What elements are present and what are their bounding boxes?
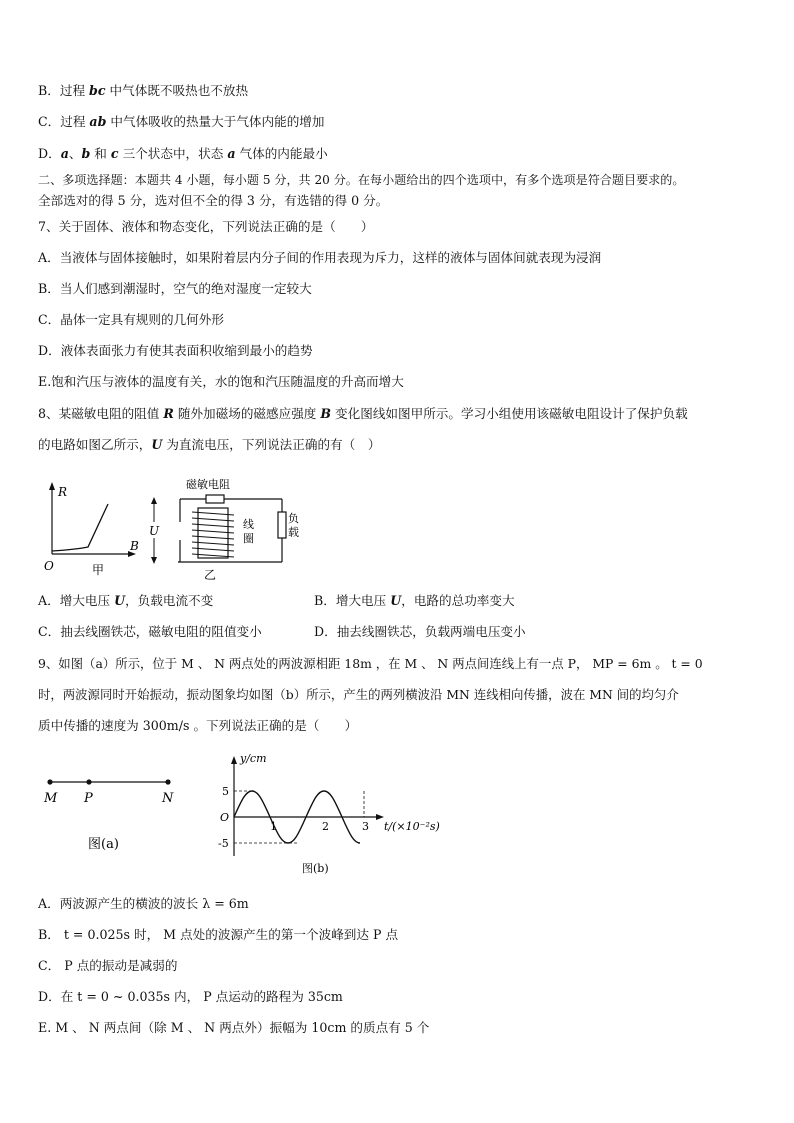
q6-b-var: bc [89,83,106,98]
fig-b-tick-1: 1 [270,820,277,833]
q7-stem: 7、关于固体、液体和物态变化，下列说法正确的是（ ） [38,219,374,234]
q8-stem2b: 为直流电压，下列说法正确的有（ ） [162,437,381,452]
q8-b-var: U [390,593,402,608]
jia-curve [52,504,108,551]
label-m: M [44,791,58,806]
q6-c-var: ab [89,114,107,129]
q9-option-b: B． t = 0.025s 时， M 点处的波源产生的第一个波峰到达 P 点 [38,927,399,942]
q9-option-a: A．两波源产生的横波的波长 λ = 6m [38,896,249,911]
fig-b-ylabel: y/cm [240,752,267,765]
yi-magnetoresistor [206,495,224,503]
fig-b-y-pos: 5 [222,785,229,798]
q6-b-rest: 中气体既不吸热也不放热 [105,83,249,98]
section2-line1: 二、多项选择题：本题共 4 小题，每小题 5 分，共 20 分。在每小题给出的四个选项中，有多个选项是符合题目要求的。 [38,173,685,187]
q6-d-v1: a [60,146,69,161]
fig-b-origin: O [220,811,230,824]
q9-option-e: E. M 、 N 两点间（除 M 、 N 两点外）振幅为 10cm 的质点有 5 个 [38,1020,430,1035]
q8-option-c: C．抽去线圈铁芯，磁敏电阻的阻值变小 [38,624,262,639]
q6-option-b [38,82,248,100]
label-p: P [84,791,93,806]
fig-b-caption: 图(b) [302,862,329,875]
point-n [165,779,170,784]
q8-var-r: R [163,406,174,421]
q6-option-c [38,113,325,131]
fig-a-caption: 图(a) [88,837,119,852]
q6-d-s1: 、 [68,146,82,161]
q9-option-d: D．在 t = 0 ~ 0.035s 内， P 点运动的路程为 35cm [38,989,343,1004]
q8-option-a [38,592,213,610]
q7-option-e: E.饱和汽压与液体的温度有关，水的饱和汽压随温度的升高而增大 [38,374,404,389]
q8-a-rest: ，负载电流不变 [125,593,214,608]
fig-b-xlabel: t/(×10⁻²s) [384,820,440,833]
yi-load-label-1: 负 [288,512,299,525]
q8-stem-line1 [38,405,688,423]
q6-d-v4: a [227,146,236,161]
point-p [86,779,91,784]
q7-option-d: D．液体表面张力有使其表面积收缩到最小的趋势 [38,343,313,358]
q9-stem-line3: 质中传播的速度为 300m/s 。下列说法正确的是（ ） [38,718,358,733]
q8-stem1c: 变化图线如图甲所示。学习小组使用该磁敏电阻设计了保护负载 [331,406,688,421]
q8-stem1b: 随外加磁场的磁感应强度 [173,406,321,421]
q7-option-a: A．当液体与固体接触时，如果附着层内分子间的作用表现为斥力，这样的液体与固体间就表现为浸润 [38,250,602,265]
yi-coil-label-1: 线 [243,518,254,531]
fig-b-y-neg: -5 [218,837,229,850]
jia-caption: 甲 [92,563,105,577]
q8-a-var: U [114,593,126,608]
yi-load [278,512,286,538]
q8-b-text: B．增大电压 [314,593,391,608]
q7-option-b: B．当人们感到潮湿时，空气的绝对湿度一定较大 [38,281,312,296]
q8-var-u: U [151,437,163,452]
q6-d-v3: c [110,146,119,161]
q9-figure-b [212,752,452,877]
q8-stem2a: 的电路如图乙所示， [38,437,152,452]
jia-xlabel: B [130,539,139,553]
fig-b-tick-2: 2 [322,820,329,833]
jia-y-arrow-icon [49,482,55,490]
q6-d-prefix: D． [38,146,61,161]
yi-u-arrow-bottom-icon [151,557,157,564]
yi-load-label-2: 载 [288,526,299,539]
jia-origin: O [44,559,54,573]
q8-figure-jia [38,478,148,580]
q6-b-prefix: B．过程 [38,83,90,98]
q8-figure-yi [146,476,306,584]
label-n: N [162,791,174,806]
q9-stem-line1: 9、如图（a）所示，位于 M 、 N 两点处的两波源相距 18m ，在 M 、 N 两点间连线上有一点 P， MP = 6m 。 t = 0 [38,656,703,671]
jia-ylabel: R [58,485,68,499]
section2-line2: 全部选对的得 5 分，选对但不全的得 3 分，有选错的得 0 分。 [38,193,389,208]
yi-resistor-label: 磁敏电阻 [186,478,230,491]
q9-figure-a [38,770,188,860]
q8-option-d: D．抽去线圈铁芯，负载两端电压变小 [314,624,526,639]
q6-d-v2: b [81,146,91,161]
q6-d-s3: 三个状态中，状态 [118,146,228,161]
yi-u-arrow-top-icon [151,497,157,504]
yi-coil-label-2: 圈 [243,532,254,545]
q8-option-b [314,592,515,610]
q8-var-b: B [320,406,332,421]
q6-d-rest: 气体的内能最小 [235,146,328,161]
q8-stem1a: 8、某磁敏电阻的阻值 [38,406,164,421]
point-m [47,779,52,784]
q7-option-c: C．晶体一定具有规则的几何外形 [38,312,224,327]
q9-option-c: C． P 点的振动是减弱的 [38,958,178,973]
q9-stem-line2: 时，两波源同时开始振动，振动图象均如图（b）所示，产生的两列横波沿 MN 连线相向传播，波在 MN 间的均匀介 [38,687,679,702]
q6-c-rest: 中气体吸收的热量大于气体内能的增加 [106,114,325,129]
fig-b-x-arrow-icon [376,814,384,820]
fig-b-tick-3: 3 [362,820,369,833]
q6-d-s2: 和 [90,146,111,161]
yi-voltage-label: U [149,524,160,538]
q6-option-d [38,145,328,163]
q8-a-text: A．增大电压 [38,593,115,608]
fig-b-y-arrow-icon [231,756,237,764]
yi-caption: 乙 [204,568,217,582]
q8-b-rest: ，电路的总功率变大 [401,593,515,608]
q8-stem-line2 [38,436,380,454]
q6-c-prefix: C．过程 [38,114,90,129]
